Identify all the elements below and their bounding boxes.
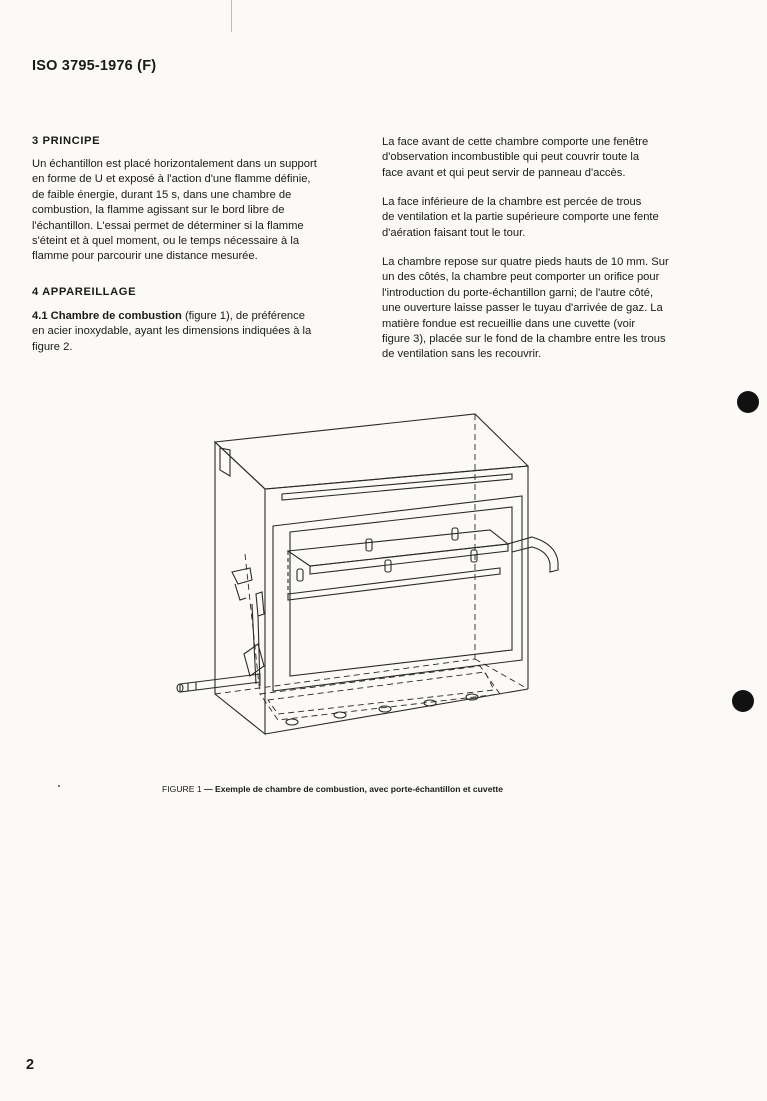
- text-line: en acier inoxydable, ayant les dimensions indiquées à la: [32, 325, 312, 338]
- subsection-title: Chambre de combustion: [50, 310, 182, 322]
- front-top-edge: [265, 466, 528, 489]
- scan-line-artifact: [231, 0, 232, 32]
- text-line: figure 3), placée sur le fond de la chambre entre les trous: [382, 333, 666, 346]
- text-line: La face avant de cette chambre comporte une fenêtre: [382, 136, 649, 148]
- text-line: un des côtés, la chambre peut comporter un orifice pour: [382, 271, 660, 284]
- text-line: en forme de U et exposé à l'action d'une flamme définie,: [32, 173, 311, 186]
- holder-pin: [385, 560, 391, 572]
- text-line: combustion, la flamme agissant sur le bord libre de: [32, 204, 285, 217]
- holder-pin: [366, 539, 372, 551]
- text-line: flamme pour parcourir une distance mesurée.: [32, 250, 258, 263]
- chamber-top-panel: [215, 414, 528, 489]
- text-line: s'éteint et à quel moment, ou le temps nécessaire à la: [32, 235, 300, 248]
- text-line: d'aération faisant tout le tour.: [382, 226, 526, 239]
- punch-hole-dot: [732, 690, 754, 712]
- holder-pin: [297, 569, 303, 581]
- right-paragraph-3: [382, 255, 700, 363]
- text-line: Un échantillon est placé horizontalement dans un support: [32, 158, 317, 170]
- side-vent-slot: [220, 448, 230, 476]
- subsection-number: 4.1: [32, 310, 48, 322]
- side-bracket: [232, 568, 252, 584]
- subsection-text: (figure 1), de préférence: [181, 310, 305, 322]
- text-line: une ouverture laisse passer le tuyau d'arrivée de gaz. La: [382, 302, 663, 315]
- text-line: l'échantillon. L'essai permet de déterminer si la flamme: [32, 219, 304, 232]
- holder-handle: [508, 537, 558, 572]
- text-line: l'introduction du porte-échantillon garni; de l'autre côté,: [382, 286, 654, 299]
- drip-tray: [260, 666, 500, 720]
- text-line: de faible énergie, durant 15 s, dans une chambre de: [32, 188, 292, 201]
- figure-caption: [162, 784, 503, 794]
- section-3-paragraph: [32, 157, 350, 265]
- text-line: La face inférieure de la chambre est percée de trous: [382, 196, 642, 208]
- holder-pin: [471, 550, 477, 562]
- front-bottom-edge: [265, 689, 528, 734]
- page-number: 2: [26, 1057, 35, 1073]
- text-line: [32, 309, 350, 324]
- section-4-1-paragraph: [32, 309, 350, 355]
- vent-hole: [379, 706, 391, 712]
- punch-hole-dot: [737, 391, 759, 413]
- figure-caption-text: — Exemple de chambre de combustion, avec porte-échantillon et cuvette: [201, 784, 503, 794]
- text-line: face avant et qui peut servir de panneau d'accès.: [382, 166, 626, 179]
- section-4-heading: 4 APPAREILLAGE: [32, 286, 137, 298]
- window-frame-outer: [273, 496, 522, 691]
- text-line: de ventilation et la partie supérieure comporte une fente: [382, 211, 659, 224]
- right-paragraph-2: [382, 195, 700, 241]
- vent-hole: [334, 712, 346, 718]
- standard-identifier: ISO 3795-1976 (F): [32, 58, 157, 74]
- figure-label: FIGURE 1: [162, 784, 202, 794]
- scan-speck: [58, 785, 60, 787]
- text-line: d'observation incombustible qui peut couvrir toute la: [382, 151, 640, 164]
- text-line: de ventilation sans les recouvrir.: [382, 348, 542, 361]
- combustion-chamber-figure: [160, 404, 570, 749]
- text-line: La chambre repose sur quatre pieds hauts de 10 mm. Sur: [382, 256, 669, 268]
- window-frame-inner: [290, 507, 512, 676]
- text-line: matière fondue est recueillie dans une cuvette (voir: [382, 317, 636, 330]
- right-paragraph-1: [382, 135, 700, 181]
- vent-hole: [286, 719, 298, 725]
- text-line: figure 2.: [32, 340, 73, 353]
- section-3-heading: 3 PRINCIPE: [32, 135, 101, 147]
